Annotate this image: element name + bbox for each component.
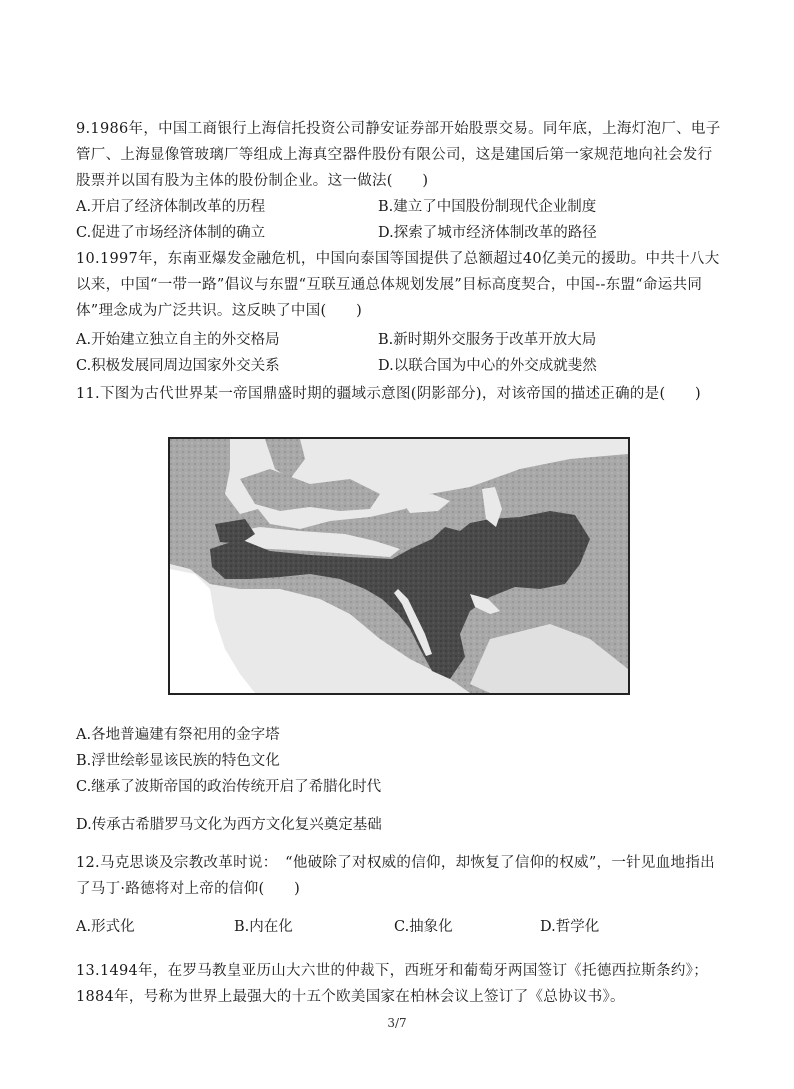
q10-option-c[interactable]: C.积极发展同周边国家外交关系	[76, 358, 280, 374]
page-number: 3/7	[387, 1016, 407, 1030]
q12-option-c[interactable]: C.抽象化	[394, 919, 453, 935]
q12-option-a[interactable]: A.形式化	[76, 919, 135, 935]
map-illustration	[170, 439, 628, 693]
q11-option-a[interactable]: A.各地普遍建有祭祀用的金字塔	[76, 727, 280, 743]
question-9-stem: 9.1986年，中国工商银行上海信托投资公司静安证券部开始股票交易。同年底，上海灯泡厂、电子管厂、上海显像管玻璃厂等组成上海真空器件股份有限公司，这是建国后第一家规范地向社会发行股票并以国有股为主体的股份制企业。这一做法( )	[76, 121, 721, 189]
question-12-options-row	[76, 914, 724, 940]
q9-option-a[interactable]: A.开启了经济体制改革的历程	[76, 199, 266, 215]
question-10-options-row-1	[76, 327, 724, 353]
q11-option-c[interactable]: C.继承了波斯帝国的政治传统开启了希腊化时代	[76, 779, 382, 795]
q10-option-a[interactable]: A.开始建立独立自主的外交格局	[76, 332, 280, 348]
question-10-stem: 10.1997年，东南亚爆发金融危机，中国向泰国等国提供了总额超过40亿美元的援助。中共十八大以来，中国“一带一路”倡议与东盟“互联互通总体规划发展”目标高度契合，中国--东盟“命运共同体”理念成为广泛共识。这反映了中国( )	[76, 251, 720, 319]
empire-territory-map	[168, 437, 630, 695]
question-13-stem: 13.1494年，在罗马教皇亚历山大六世的仲裁下，西班牙和葡萄牙两国签订《托德西拉斯条约》；1884年，号称为世界上最强大的十五个欧美国家在柏林会议上签订了《总协议书》。	[76, 963, 709, 1005]
q12-option-b[interactable]: B.内在化	[234, 919, 293, 935]
question-11-stem: 11.下图为古代世界某一帝国鼎盛时期的疆域示意图(阴影部分)，对该帝国的描述正确的是( )	[76, 386, 701, 402]
q9-option-c[interactable]: C.促进了市场经济体制的确立	[76, 225, 266, 241]
q9-option-b[interactable]: B.建立了中国股份制现代企业制度	[378, 199, 597, 215]
q12-option-d[interactable]: D.哲学化	[540, 919, 600, 935]
question-9-options-row-1	[76, 194, 724, 220]
question-12-stem: 12.马克思谈及宗教改革时说： “他破除了对权威的信仰，却恢复了信仰的权威”，一针见血地指出了马丁·路德将对上帝的信仰( )	[76, 855, 715, 897]
question-10-options-row-2	[76, 353, 724, 379]
q11-option-b[interactable]: B.浮世绘彰显该民族的特色文化	[76, 753, 280, 769]
question-9-options-row-2	[76, 220, 724, 246]
q10-option-d[interactable]: D.以联合国为中心的外交成就斐然	[378, 358, 597, 374]
q11-option-d[interactable]: D.传承古希腊罗马文化为西方文化复兴奠定基础	[76, 817, 382, 833]
q10-option-b[interactable]: B.新时期外交服务于改革开放大局	[378, 332, 597, 348]
q9-option-d[interactable]: D.探索了城市经济体制改革的路径	[378, 225, 597, 241]
